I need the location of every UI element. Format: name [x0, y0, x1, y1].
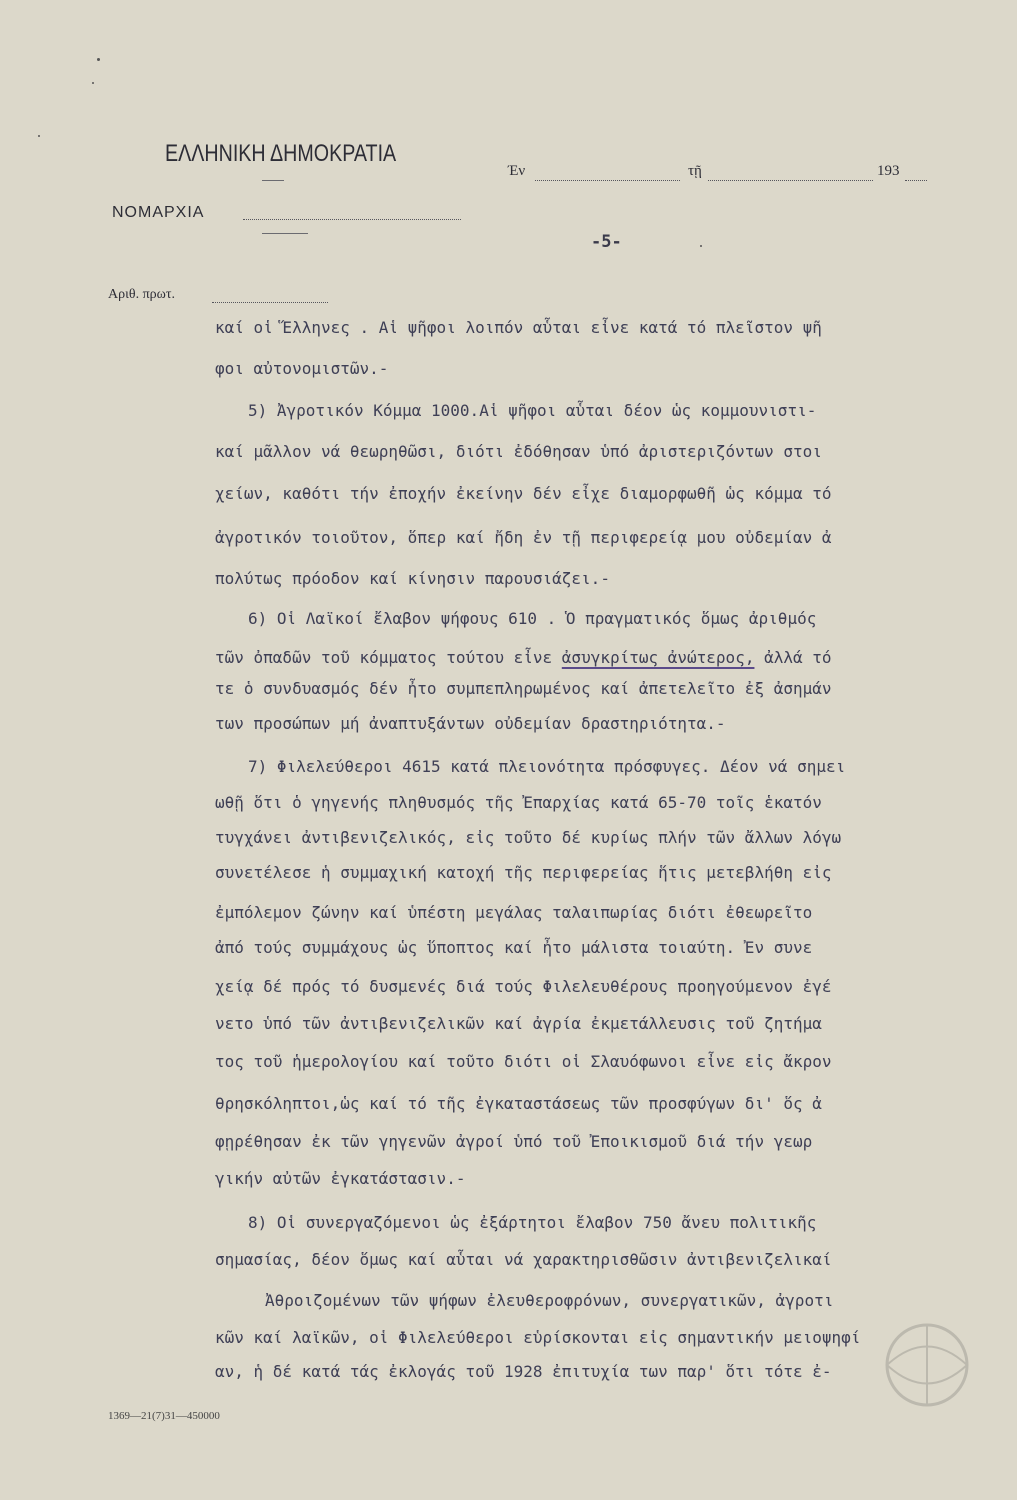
- text-line: 5) Ἀγροτικόν Κόμμα 1000.Αἱ ψῆφοι αὗται δέον ὡς κομμουνιστι-: [248, 401, 817, 420]
- protocol-number-field: [212, 302, 328, 303]
- archive-watermark-logo: [852, 1318, 1002, 1413]
- text-line: τυγχάνει ἀντιβενιζελικός, εἰς τοῦτο δέ κυρίως πλήν τῶν ἄλλων λόγω: [215, 828, 842, 847]
- underlined-phrase: ἀσυγκρίτως ἀνώτερος,: [561, 648, 755, 667]
- text-line: νετο ὑπό τῶν ἀντιβενιζελικῶν καί ἀγρία ἐκμετάλλευσις τοῦ ζητήμα: [215, 1014, 822, 1033]
- text-line: κῶν καί λαϊκῶν, οἱ Φιλελεύθεροι εὑρίσκονται εἰς σημαντικήν μειοψηφί: [215, 1328, 861, 1347]
- ti-label: τῇ: [688, 163, 702, 179]
- text-line: χείᾳ δέ πρός τό δυσμενές διά τούς Φιλελευθέρους προηγούμενον ἐγέ: [215, 977, 832, 996]
- text-line: ἀπό τούς συμμάχους ὡς ὕποπτος καί ἦτο μάλιστα τοιαύτη. Ἐν συνε: [215, 938, 813, 957]
- text-line: φοι αὐτονομιστῶν.-: [215, 359, 389, 378]
- text-line: Ἀθροιζομένων τῶν ψήφων ἐλευθεροφρόνων, συνεργατικῶν, ἀγροτι: [265, 1291, 834, 1310]
- text-line: φῃρέθησαν ἐκ τῶν γηγενῶν ἀγροί ὑπό τοῦ Ἐποικισμοῦ διά τήν γεωρ: [215, 1132, 813, 1151]
- text-line: ἀγροτικόν τοιοῦτον, ὅπερ καί ἤδη ἐν τῇ περιφερείᾳ μου οὐδεμίαν ἀ: [215, 528, 832, 547]
- text-line: χείων, καθότι τήν ἐποχήν ἐκείνην δέν εἶχε διαμορφωθῆ ὡς κόμμα τό: [215, 484, 832, 503]
- paper-speck: [700, 245, 702, 247]
- text-line: συνετέλεσε ἡ συμμαχική κατοχή τῆς περιφερείας ἥτις μετεβλήθη εἰς: [215, 863, 832, 882]
- paper-speck: [92, 82, 94, 84]
- text-line: τος τοῦ ἡμερολογίου καί τοῦτο διότι οἱ Σλαυόφωνοι εἶνε εἰς ἄκρον: [215, 1052, 832, 1071]
- print-code: 1369—21(7)31—450000: [108, 1410, 220, 1422]
- nomarchia-divider: [262, 233, 308, 234]
- text-line: 6) Οἱ Λαϊκοί ἔλαβον ψήφους 610 . Ὁ πραγματικός ὅμως ἀριθμός: [248, 609, 817, 628]
- nomarchia-label: ΝΟΜΑΡΧΙΑ: [112, 204, 205, 221]
- date-place-field: [535, 180, 680, 181]
- paper-speck: [97, 58, 100, 61]
- text-line: 7) Φιλελεύθεροι 4615 κατά πλειονότητα πρόσφυγες. Δέον νά σημει: [248, 757, 846, 776]
- text-line: ἐμπόλεμον ζώνην καί ὑπέστη μεγάλας ταλαιπωρίας διότι ἐθεωρεῖτο: [215, 903, 813, 922]
- paper-speck: [38, 135, 40, 137]
- text-line: γικήν αὐτῶν ἐγκατάστασιν.-: [215, 1169, 466, 1188]
- text-line: θρησκόληπτοι,ὡς καί τό τῆς ἐγκαταστάσεως τῶν προσφύγων δι' ὅς ἀ: [215, 1094, 822, 1113]
- text-line: των προσώπων μή ἀναπτυξάντων οὐδεμίαν δραστηριότητα.-: [215, 714, 726, 733]
- year-suffix-field: [905, 180, 927, 181]
- nomarchia-field: [243, 219, 461, 220]
- text-segment: τῶν ὀπαδῶν τοῦ κόμματος τούτου εἶνε: [215, 648, 553, 667]
- text-line-with-emphasis: [215, 648, 832, 667]
- text-line: αν, ἡ δέ κατά τάς ἐκλογάς τοῦ 1928 ἐπιτυχία των παρ' ὅτι τότε ἐ-: [215, 1362, 832, 1381]
- text-line: σημασίας, δέον ὅμως καί αὗται νά χαρακτηρισθῶσιν ἀντιβενιζελικαί: [215, 1250, 832, 1269]
- en-label: Έν: [508, 163, 526, 179]
- text-segment: ἀλλά τό: [764, 648, 832, 667]
- title-divider: [262, 180, 284, 181]
- text-line: καί οἱ Ἕλληνες . Αἱ ψῆφοι λοιπόν αὗται εἶνε κατά τό πλεῖστον ψῆ: [215, 318, 822, 337]
- text-line: καί μᾶλλον νά θεωρηθῶσι, διότι ἐδόθησαν ὑπό ἀριστεριζόντων στοι: [215, 442, 822, 461]
- protocol-number-label: Αριθ. πρωτ.: [108, 287, 175, 302]
- text-line: ωθῇ ὅτι ὁ γηγενής πληθυσμός τῆς Ἐπαρχίας κατά 65-70 τοῖς ἑκατόν: [215, 793, 822, 812]
- page-number: -5-: [591, 232, 622, 252]
- text-line: πολύτως πρόοδον καί κίνησιν παρουσιάζει.-: [215, 569, 610, 588]
- date-day-field: [708, 180, 873, 181]
- government-title: ΕΛΛΗΝΙΚΗ ΔΗΜΟΚΡΑΤΙΑ: [165, 140, 397, 167]
- text-line: 8) Οἱ συνεργαζόμενοι ὡς ἐξάρτητοι ἔλαβον 750 ἄνευ πολιτικῆς: [248, 1213, 817, 1232]
- year-prefix: 193: [877, 163, 900, 179]
- text-line: τε ὁ συνδυασμός δέν ἦτο συμπεπληρωμένος καί ἀπετελεῖτο ἐξ ἀσημάν: [215, 679, 832, 698]
